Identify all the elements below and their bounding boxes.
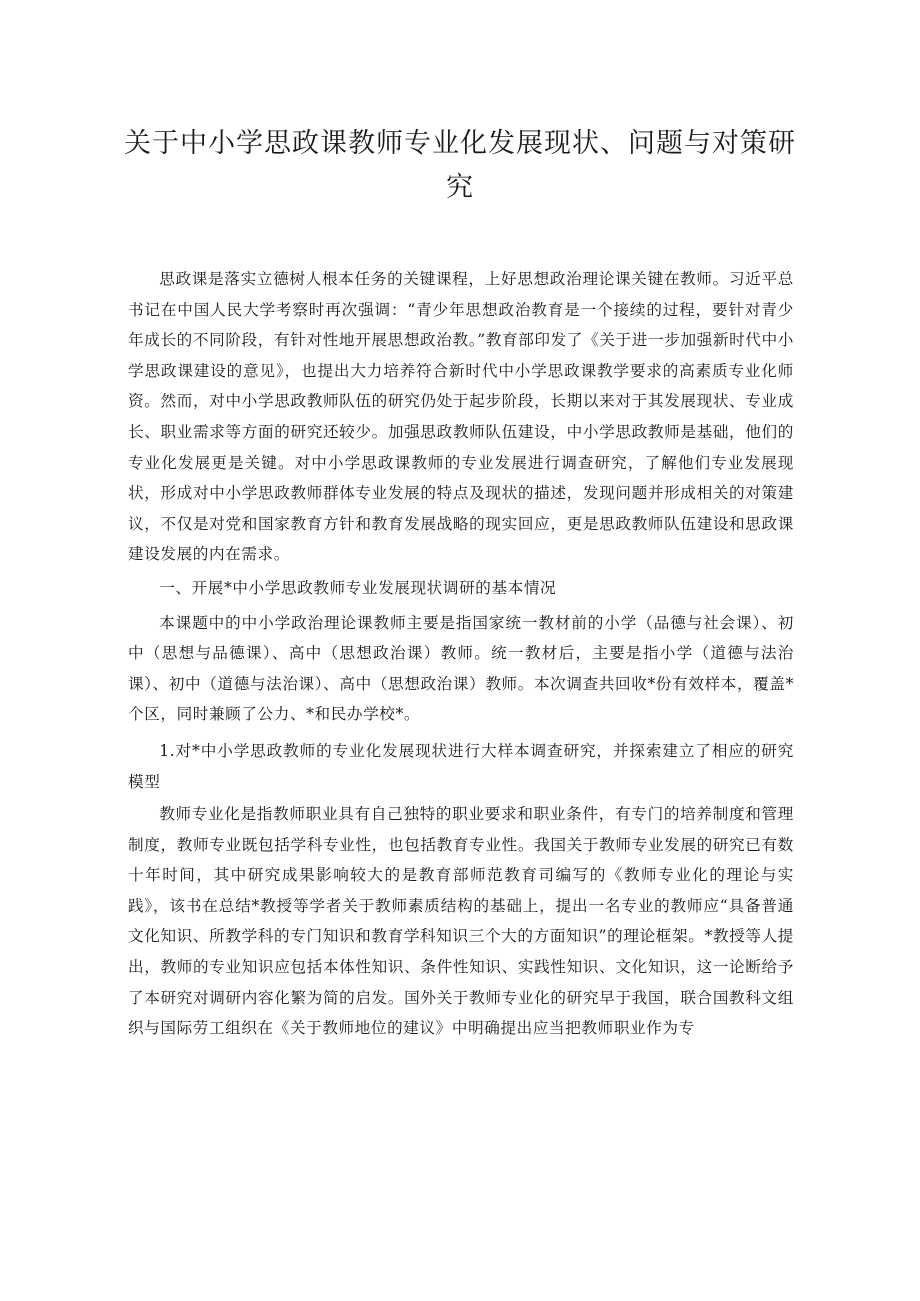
- subsection-heading: 1.对*中小学思政教师的专业化发展现状进行大样本调查研究，并探索建立了相应的研究模型: [128, 741, 794, 791]
- document-body: [128, 264, 794, 1044]
- scope-paragraph: 本课题中的中小学政治理论课教师主要是指国家统一教材前的小学（品德与社会课）、初中（思想与品德课）、高中（思想政治课）教师。统一教材后，主要是指小学（道德与法治课）、初中（道德与法治课）、高中（思想政治课）教师。本次调查共回收*份有效样本，覆盖*个区，同时兼顾了公力、*和民办学校*。: [128, 613, 794, 724]
- intro-paragraph: 思政课是落实立德树人根本任务的关键课程，上好思想政治理论课关键在教师。习近平总书记在中国人民大学考察时再次强调：“青少年思想政治教育是一个接续的过程，要针对青少年成长的不同阶段，有针对性地开展思想政治教。”教育部印发了《关于进一步加强新时代中小学思政课建设的意见》，也提出大力培养符合新时代中小学思政课教学要求的高素质专业化师资。然而，对中小学思政教师队伍的研究仍处于起步阶段，长期以来对于其发展现状、专业成长、职业需求等方面的研究还较少。加强思政教师队伍建设，中小学思政教师是基础，他们的专业化发展更是关键。对中小学思政课教师的专业发展进行调查研究，了解他们专业发展现状，形成对中小学思政教师群体专业发展的特点及现状的描述，发现问题并形成相关的对策建议，不仅是对党和国家教育方针和教育发展战略的现实回应，更是思政教师队伍建设和思政课建设发展的内在需求。: [128, 270, 794, 564]
- document-title: 关于中小学思政课教师专业化发展现状、问题与对策研究: [124, 128, 796, 203]
- professionalization-paragraph: 教师专业化是指教师职业具有自己独特的职业要求和职业条件，有专门的培养制度和管理制度，教师专业既包括学科专业性，也包括教育专业性。我国关于教师专业发展的研究已有数十年时间，其中研究成果影响较大的是教育部师范教育司编写的《教师专业化的理论与实践》，该书在总结*教授等学者关于教师素质结构的基础上，提出一名专业的教师应“具备普通文化知识、所教学科的专门知识和教育学科知识三个大的方面知识”的理论框架。*教授等人提出，教师的专业知识应包括本体性知识、条件性知识、实践性知识、文化知识，这一论断给予了本研究对调研内容化繁为简的启发。国外关于教师专业化的研究早于我国，联合国教科文组织与国际劳工组织在《关于教师地位的建议》中明确提出应当把教师职业作为专: [128, 805, 794, 1038]
- section-heading: 一、开展*中小学思政教师专业发展现状调研的基本情况: [159, 578, 557, 597]
